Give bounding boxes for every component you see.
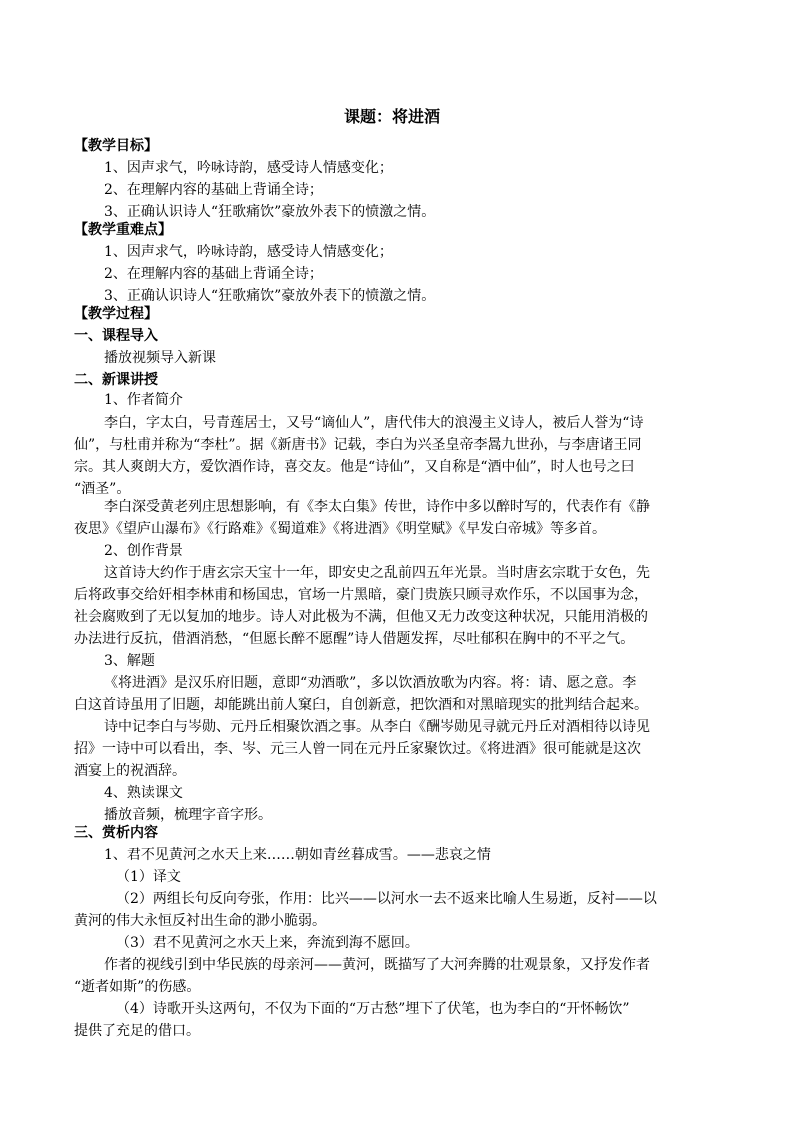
explain-heading: 3、解题 bbox=[104, 653, 155, 669]
key-point-item: 2、在理解内容的基础上背诵全诗； bbox=[104, 266, 323, 282]
sub-item-line: （3）君不见黄河之水天上来，奔流到海不愿回。 bbox=[116, 935, 419, 951]
section-heading-goals: 【教学目标】 bbox=[74, 138, 158, 154]
section-heading-process: 【教学过程】 bbox=[74, 306, 158, 322]
background-paragraph-line: 后将政事交给奸相李林甫和杨国忠，官场一片黑暗，豪门贵族只顾寻欢作乐，不以国事为念， bbox=[74, 587, 648, 603]
read-text: 播放音频，梳理字音字形。 bbox=[104, 807, 272, 823]
author-paragraph-line: “酒圣”。 bbox=[74, 481, 131, 497]
goal-item: 3、正确认识诗人“狂歌痛饮”豪放外表下的愤激之情。 bbox=[104, 204, 436, 220]
explain-paragraph-line: 酒宴上的祝酒辞。 bbox=[74, 763, 186, 779]
sub-item-line: 提供了充足的借口。 bbox=[74, 1023, 200, 1039]
author-paragraph-line: 李白深受黄老列庄思想影响，有《李太白集》传世，诗作中多以醉时写的，代表作有《静 bbox=[104, 499, 650, 515]
appreciate-item: 1、君不见黄河之水天上来……朝如青丝暮成雪。——悲哀之情 bbox=[104, 847, 491, 863]
author-paragraph-line: 夜思》《望庐山瀑布》《行路难》《蜀道难》《将进酒》《明堂赋》《早发白帝城》等多首。 bbox=[74, 521, 606, 537]
author-paragraph-line: 宗。其人爽朗大方，爱饮酒作诗，喜交友。他是“诗仙”，又自称是“酒中仙”，时人也号之曰 bbox=[74, 459, 635, 475]
read-heading: 4、熟读课文 bbox=[104, 785, 183, 801]
part1-heading: 一、课程导入 bbox=[74, 328, 158, 344]
background-paragraph-line: 社会腐败到了无以复加的地步。诗人对此极为不满，但他又无力改变这种状况，只能用消极的 bbox=[74, 609, 648, 625]
goal-item: 1、因声求气，吟咏诗韵，感受诗人情感变化； bbox=[104, 160, 393, 176]
background-heading: 2、创作背景 bbox=[104, 543, 183, 559]
author-heading: 1、作者简介 bbox=[104, 392, 183, 408]
explain-paragraph-line: 招》一诗中可以看出，李、岑、元三人曾一同在元丹丘家聚饮过。《将进酒》很可能就是这次 bbox=[74, 741, 641, 757]
part2-heading: 二、新课讲授 bbox=[74, 372, 158, 388]
explain-paragraph-line: 《将进酒》是汉乐府旧题，意即“劝酒歌”，多以饮酒放歌为内容。将：请、愿之意。李 bbox=[104, 675, 637, 691]
part3-heading: 三、赏析内容 bbox=[74, 825, 158, 841]
section-heading-key-points: 【教学重难点】 bbox=[74, 222, 172, 238]
key-point-item: 1、因声求气，吟咏诗韵，感受诗人情感变化； bbox=[104, 244, 393, 260]
sub-item-line: （2）两组长句反向夸张，作用：比兴——以河水一去不返来比喻人生易逝，反衬——以 bbox=[116, 891, 657, 907]
sub-item-line: （4）诗歌开头这两句，不仅为下面的“万古愁”埋下了伏笔，也为李白的“开怀畅饮” bbox=[116, 1001, 630, 1017]
background-paragraph-line: 办法进行反抗，借酒消愁，“但愿长醉不愿醒”诗人借题发挥，尽吐郁积在胸中的不平之气。 bbox=[74, 631, 635, 647]
page-title: 课题：将进酒 bbox=[344, 107, 441, 126]
sub-item-line: “逝者如斯”的伤感。 bbox=[74, 979, 201, 995]
author-paragraph-line: 仙”，与杜甫并称为“李杜”。据《新唐书》记载，李白为兴圣皇帝李暠九世孙，与李唐诸王同 bbox=[74, 437, 642, 453]
key-point-item: 3、正确认识诗人“狂歌痛饮”豪放外表下的愤激之情。 bbox=[104, 288, 436, 304]
explain-paragraph-line: 白这首诗虽用了旧题，却能跳出前人窠臼，自创新意，把饮酒和对黑暗现实的批判结合起来。 bbox=[74, 697, 648, 713]
goal-item: 2、在理解内容的基础上背诵全诗； bbox=[104, 182, 323, 198]
author-paragraph-line: 李白，字太白，号青莲居士，又号“谪仙人”，唐代伟大的浪漫主义诗人，被后人誉为“诗 bbox=[104, 415, 644, 431]
background-paragraph-line: 这首诗大约作于唐玄宗天宝十一年，即安史之乱前四五年光景。当时唐玄宗耽于女色，先 bbox=[104, 565, 650, 581]
sub-item-line: 黄河的伟大永恒反衬出生命的渺小脆弱。 bbox=[74, 913, 326, 929]
sub-item-translation: （1）译文 bbox=[116, 869, 181, 885]
sub-item-line: 作者的视线引到中华民族的母亲河——黄河，既描写了大河奔腾的壮观景象，又抒发作者 bbox=[104, 957, 650, 973]
part1-text: 播放视频导入新课 bbox=[104, 350, 216, 366]
explain-paragraph-line: 诗中记李白与岑勋、元丹丘相聚饮酒之事。从李白《酬岑勋见寻就元丹丘对酒相待以诗见 bbox=[104, 719, 650, 735]
